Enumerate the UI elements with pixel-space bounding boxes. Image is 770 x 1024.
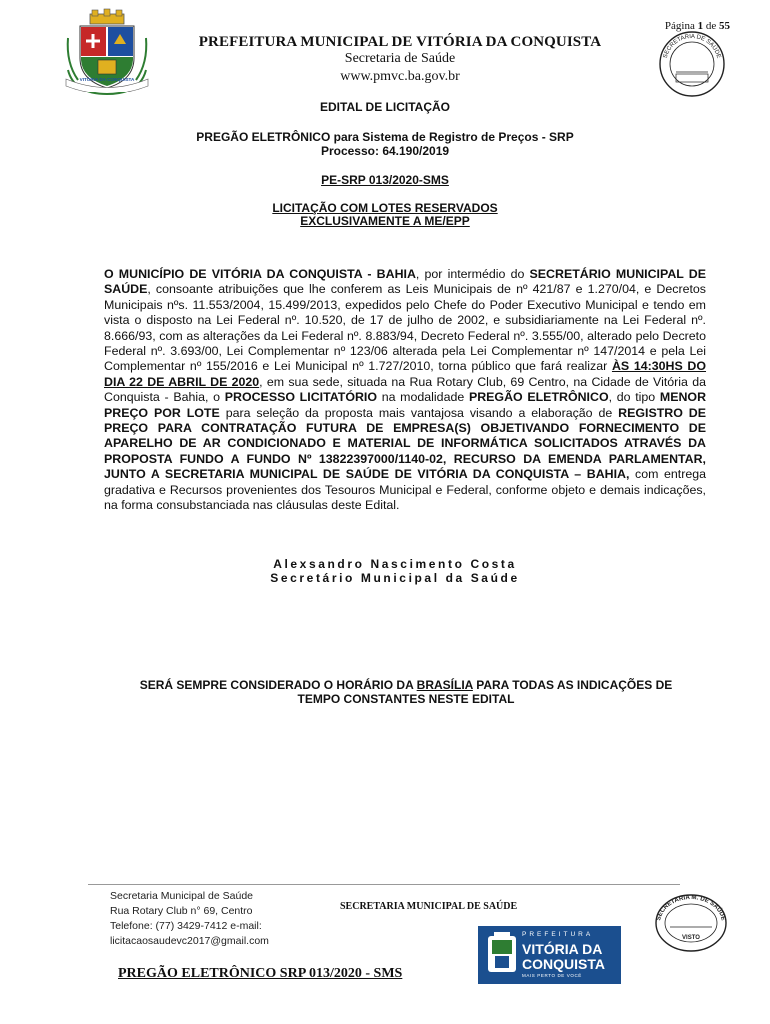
pregao-line: PREGÃO ELETRÔNICO para Sistema de Registro de Preços - SRP (196, 130, 574, 144)
visto-stamp-icon (654, 893, 728, 953)
logo-tagline: MAIS PERTO DE VOCÊ (522, 973, 582, 978)
header-title: PREFEITURA MUNICIPAL DE VITÓRIA DA CONQUISTA (198, 34, 602, 50)
lotes-line-1: LICITAÇÃO COM LOTES RESERVADOS (272, 201, 498, 215)
footer-pregao-code: PREGÃO ELETRÔNICO SRP 013/2020 - SMS (118, 966, 403, 981)
signature-role: Secretário Municipal da Saúde (270, 571, 520, 585)
footer-divider (88, 884, 680, 885)
municipal-crest-logo (64, 8, 150, 96)
stamp-top-text: SECRETARIA DE SAÚDE (662, 33, 722, 60)
header-subtitle: Secretaria de Saúde (344, 51, 456, 66)
edital-body-paragraph: O MUNICÍPIO DE VITÓRIA DA CONQUISTA - BAHIA, por intermédio do SECRETÁRIO MUNICIPAL DE SAÚDE, consoante atribuições que lhe conferem as Leis Municipais de nº 421/87 e 1.270/04, e Decretos Municipais nºs. 11.553/2004, 15.499/2013, expedidos pelo Chefe do Poder Executivo Municipal e tendo em vista o disposto na Lei Federal nº. 10.520, de 17 de julho de 2002, e subsidiariamente na Lei Federal nº. 8.666/93, com as alterações da Lei Federal nº. 8.883/94, Decreto Federal nº. 3.555/00, alterado pelo Decreto Federal nº. 3.693/00, Lei Complementar nº 123/06 alterada pela Lei Complementar nº 147/2014 e pela Lei Complementar nº 155/2016 e Lei Municipal nº 1.727/2010, torna público que fará realizar ÀS 14:30HS DO DIA 22 DE ABRIL DE 2020, em sua sede, situada na Rua Rotary Club, 69 Centro, na Cidade de Vitória da Conquista - Bahia, o PROCESSO LICITATÓRIO na modalidade PREGÃO ELETRÔNICO, do tipo MENOR PREÇO POR LOTE para seleção da proposta mais vantajosa visando a elaboração de REGISTRO DE PREÇO PARA CONTRATAÇÃO FUTURA DE EMPRESA(S) OBJETIVANDO FORNECIMENTO DE APARELHO DE AR CONDICIONADO E MATERIAL DE INFORMÁTICA SOLICITADOS ATRAVÉS DA PROPOSTA FUNDO A FUNDO Nº 13822397000/1140-02, RECURSO DA EMENDA PARLAMENTAR, JUNTO A SECRETARIA MUNICIPAL DE SAÚDE DE VITÓRIA DA CONQUISTA – BAHIA, com entrega gradativa e Recursos provenientes dos Tesouros Municipal e Federal, conforme objeto e demais indicações, na forma consubstanciada nas cláusulas deste Edital. (104, 267, 707, 513)
logo-prefeitura-text: PREFEITURA (522, 931, 594, 938)
logo-conquista-text: CONQUISTA (522, 956, 605, 972)
processo-line: Processo: 64.190/2019 (320, 144, 450, 158)
edital-heading: EDITAL DE LICITAÇÃO (320, 100, 450, 114)
footer-department: SECRETARIA MUNICIPAL DE SAÚDE (340, 901, 518, 912)
stamp-seal-icon (658, 30, 726, 98)
lotes-line-2: EXCLUSIVAMENTE A ME/EPP (300, 214, 470, 228)
header-website: www.pmvc.ba.gov.br (340, 69, 460, 84)
brasilia-time-note: SERÁ SEMPRE CONSIDERADO O HORÁRIO DA BRASÍLIA PARA TODAS AS INDICAÇÕES DE TEMPO CONSTANTES NESTE EDITAL (139, 678, 673, 706)
crown-icon (90, 9, 124, 24)
crest-banner-text: VITÓRIA DA CONQUISTA (79, 77, 135, 82)
city-emblem-icon (482, 930, 522, 980)
prefeitura-logo (478, 926, 621, 984)
signature-name: Alexsandro Nascimento Costa (273, 557, 517, 571)
stamp-visto-text: VISTO (682, 935, 700, 941)
page-number: Página 1 de 55 (664, 20, 730, 32)
stamp-bottom-text: SECRETARIA M. DE SAÚDE (655, 893, 727, 922)
edital-code: PE-SRP 013/2020-SMS (321, 173, 449, 187)
footer-address: Secretaria Municipal de Saúde Rua Rotary Club n° 69, Centro Telefone: (77) 3429-7412 e-mail: licitacaosaudevc2017@gmail.com (110, 890, 269, 947)
logo-vitoria-text: VITÓRIA DA (522, 941, 603, 957)
